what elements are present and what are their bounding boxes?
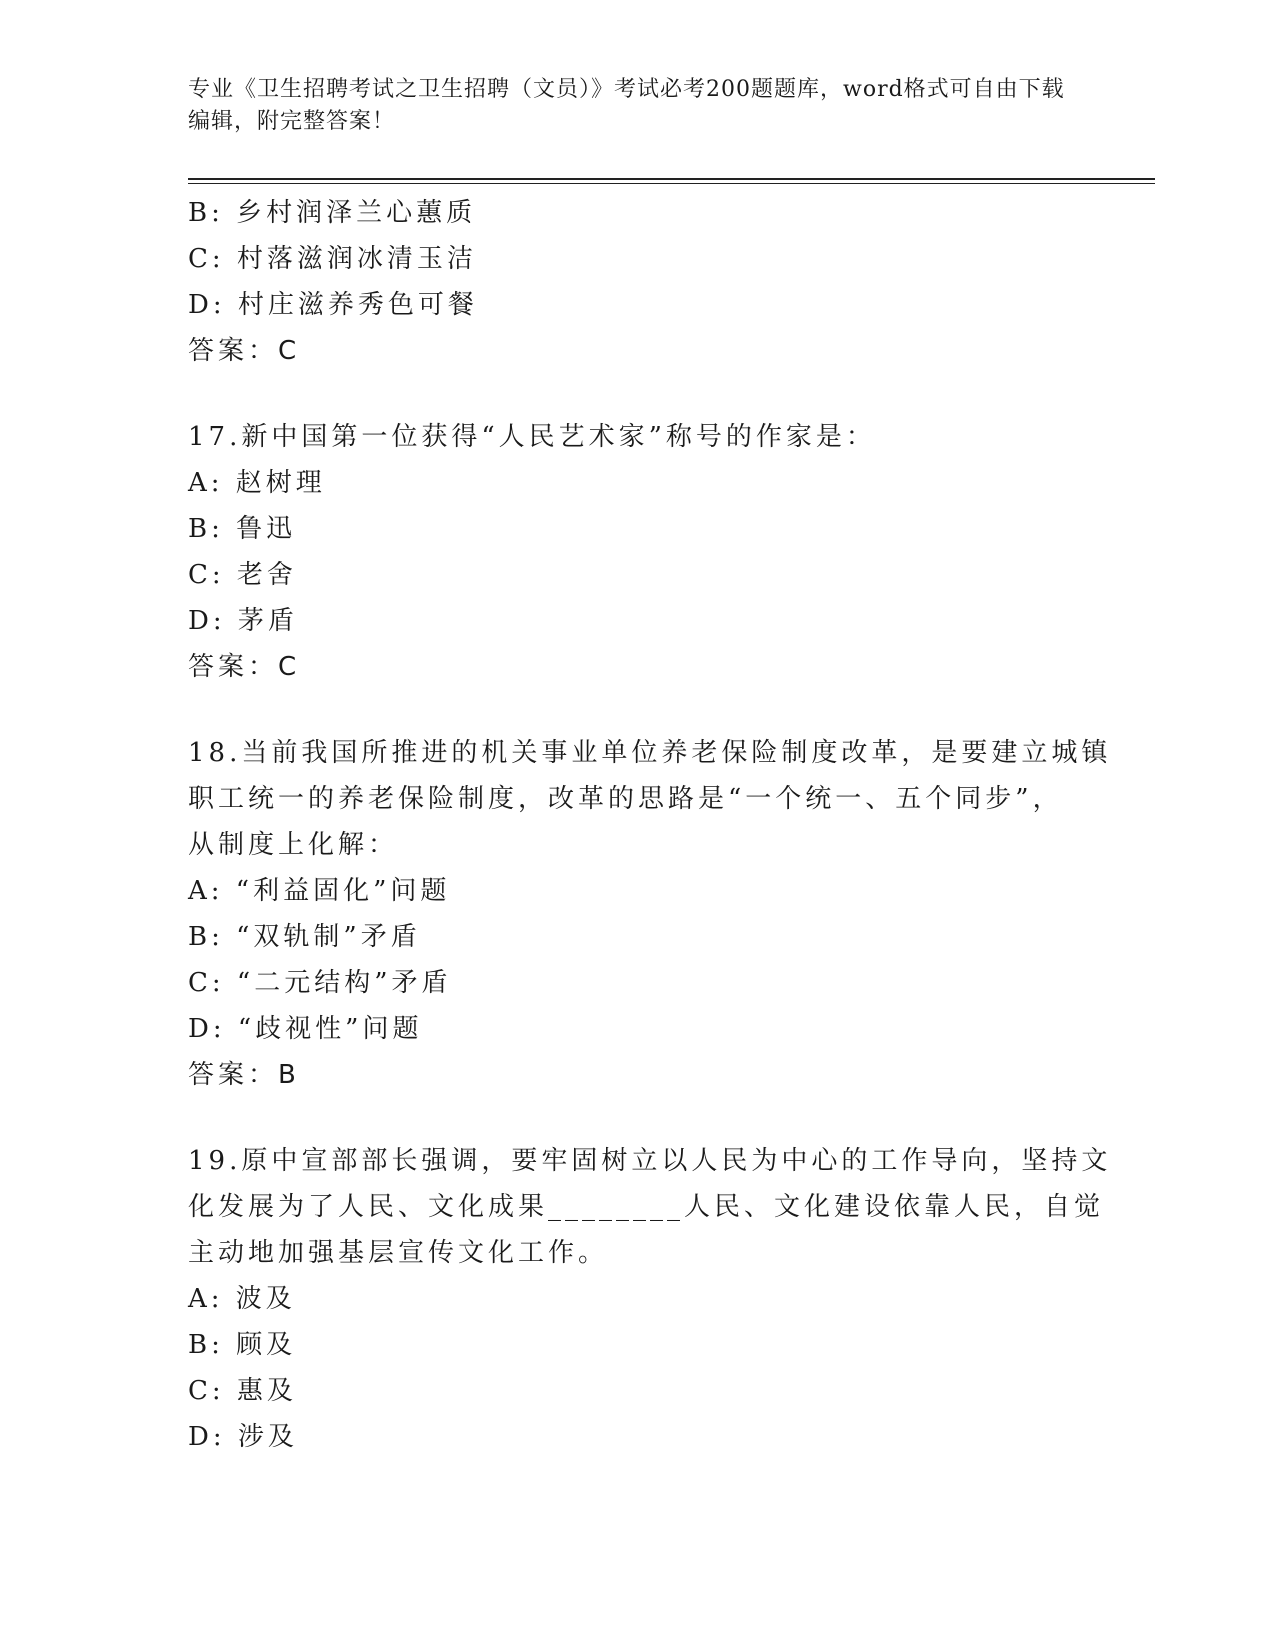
option-d: D: 村庄滋养秀色可餐 [188, 290, 478, 320]
option-a: A: “利益固化”问题 [188, 876, 451, 906]
question-text-line-2: 职工统一的养老保险制度，改革的思路是“一个统一、五个同步”， [188, 784, 1063, 814]
question-text-line-1: 18.当前我国所推进的机关事业单位养老保险制度改革，是要建立城镇 [188, 738, 1112, 768]
answer-line: 答案：C [188, 652, 301, 682]
option-a: A: 赵树理 [188, 468, 326, 498]
question-text-line-3: 从制度上化解： [188, 830, 399, 860]
question-text-line-2: 化发展为了人民、文化成果________人民、文化建设依靠人民，自觉 [188, 1192, 1105, 1222]
question-text-line-3: 主动地加强基层宣传文化工作。 [188, 1238, 609, 1268]
option-c: C: “二元结构”矛盾 [188, 968, 452, 998]
option-a: A: 波及 [188, 1284, 296, 1314]
option-c: C: 惠及 [188, 1376, 297, 1406]
document-header: 专业《卫生招聘考试之卫生招聘（文员）》考试必考200题题库，word格式可自由下载编辑，附完整答案！ [188, 77, 1065, 134]
option-c: C: 村落滋润冰清玉洁 [188, 244, 477, 274]
answer-line: 答案：B [188, 1060, 300, 1090]
option-b: B: 鲁迅 [188, 514, 297, 544]
question-content [188, 190, 1112, 1460]
option-d: D: 涉及 [188, 1422, 298, 1452]
prev-question-block [188, 190, 1088, 374]
option-b: B: 顾及 [188, 1330, 297, 1360]
option-c: C: 老舍 [188, 560, 297, 590]
question-17 [188, 414, 1088, 690]
question-text-line-1: 19.原中宣部部长强调，要牢固树立以人民为中心的工作导向，坚持文 [188, 1146, 1112, 1176]
option-b: B: 乡村润泽兰心蕙质 [188, 198, 477, 228]
header-rule-thin [188, 183, 1155, 184]
spacer [188, 690, 1088, 730]
spacer [188, 1098, 1088, 1138]
answer-line: 答案：C [188, 336, 301, 366]
spacer [188, 374, 1088, 414]
option-b: B: “双轨制”矛盾 [188, 922, 421, 952]
header-rule-thick [188, 178, 1155, 180]
option-d: D: 茅盾 [188, 606, 298, 636]
question-text: 17.新中国第一位获得“人民艺术家”称号的作家是： [188, 422, 876, 452]
question-19 [188, 1138, 1112, 1460]
question-18 [188, 730, 1112, 1098]
option-d: D: “歧视性”问题 [188, 1014, 423, 1044]
